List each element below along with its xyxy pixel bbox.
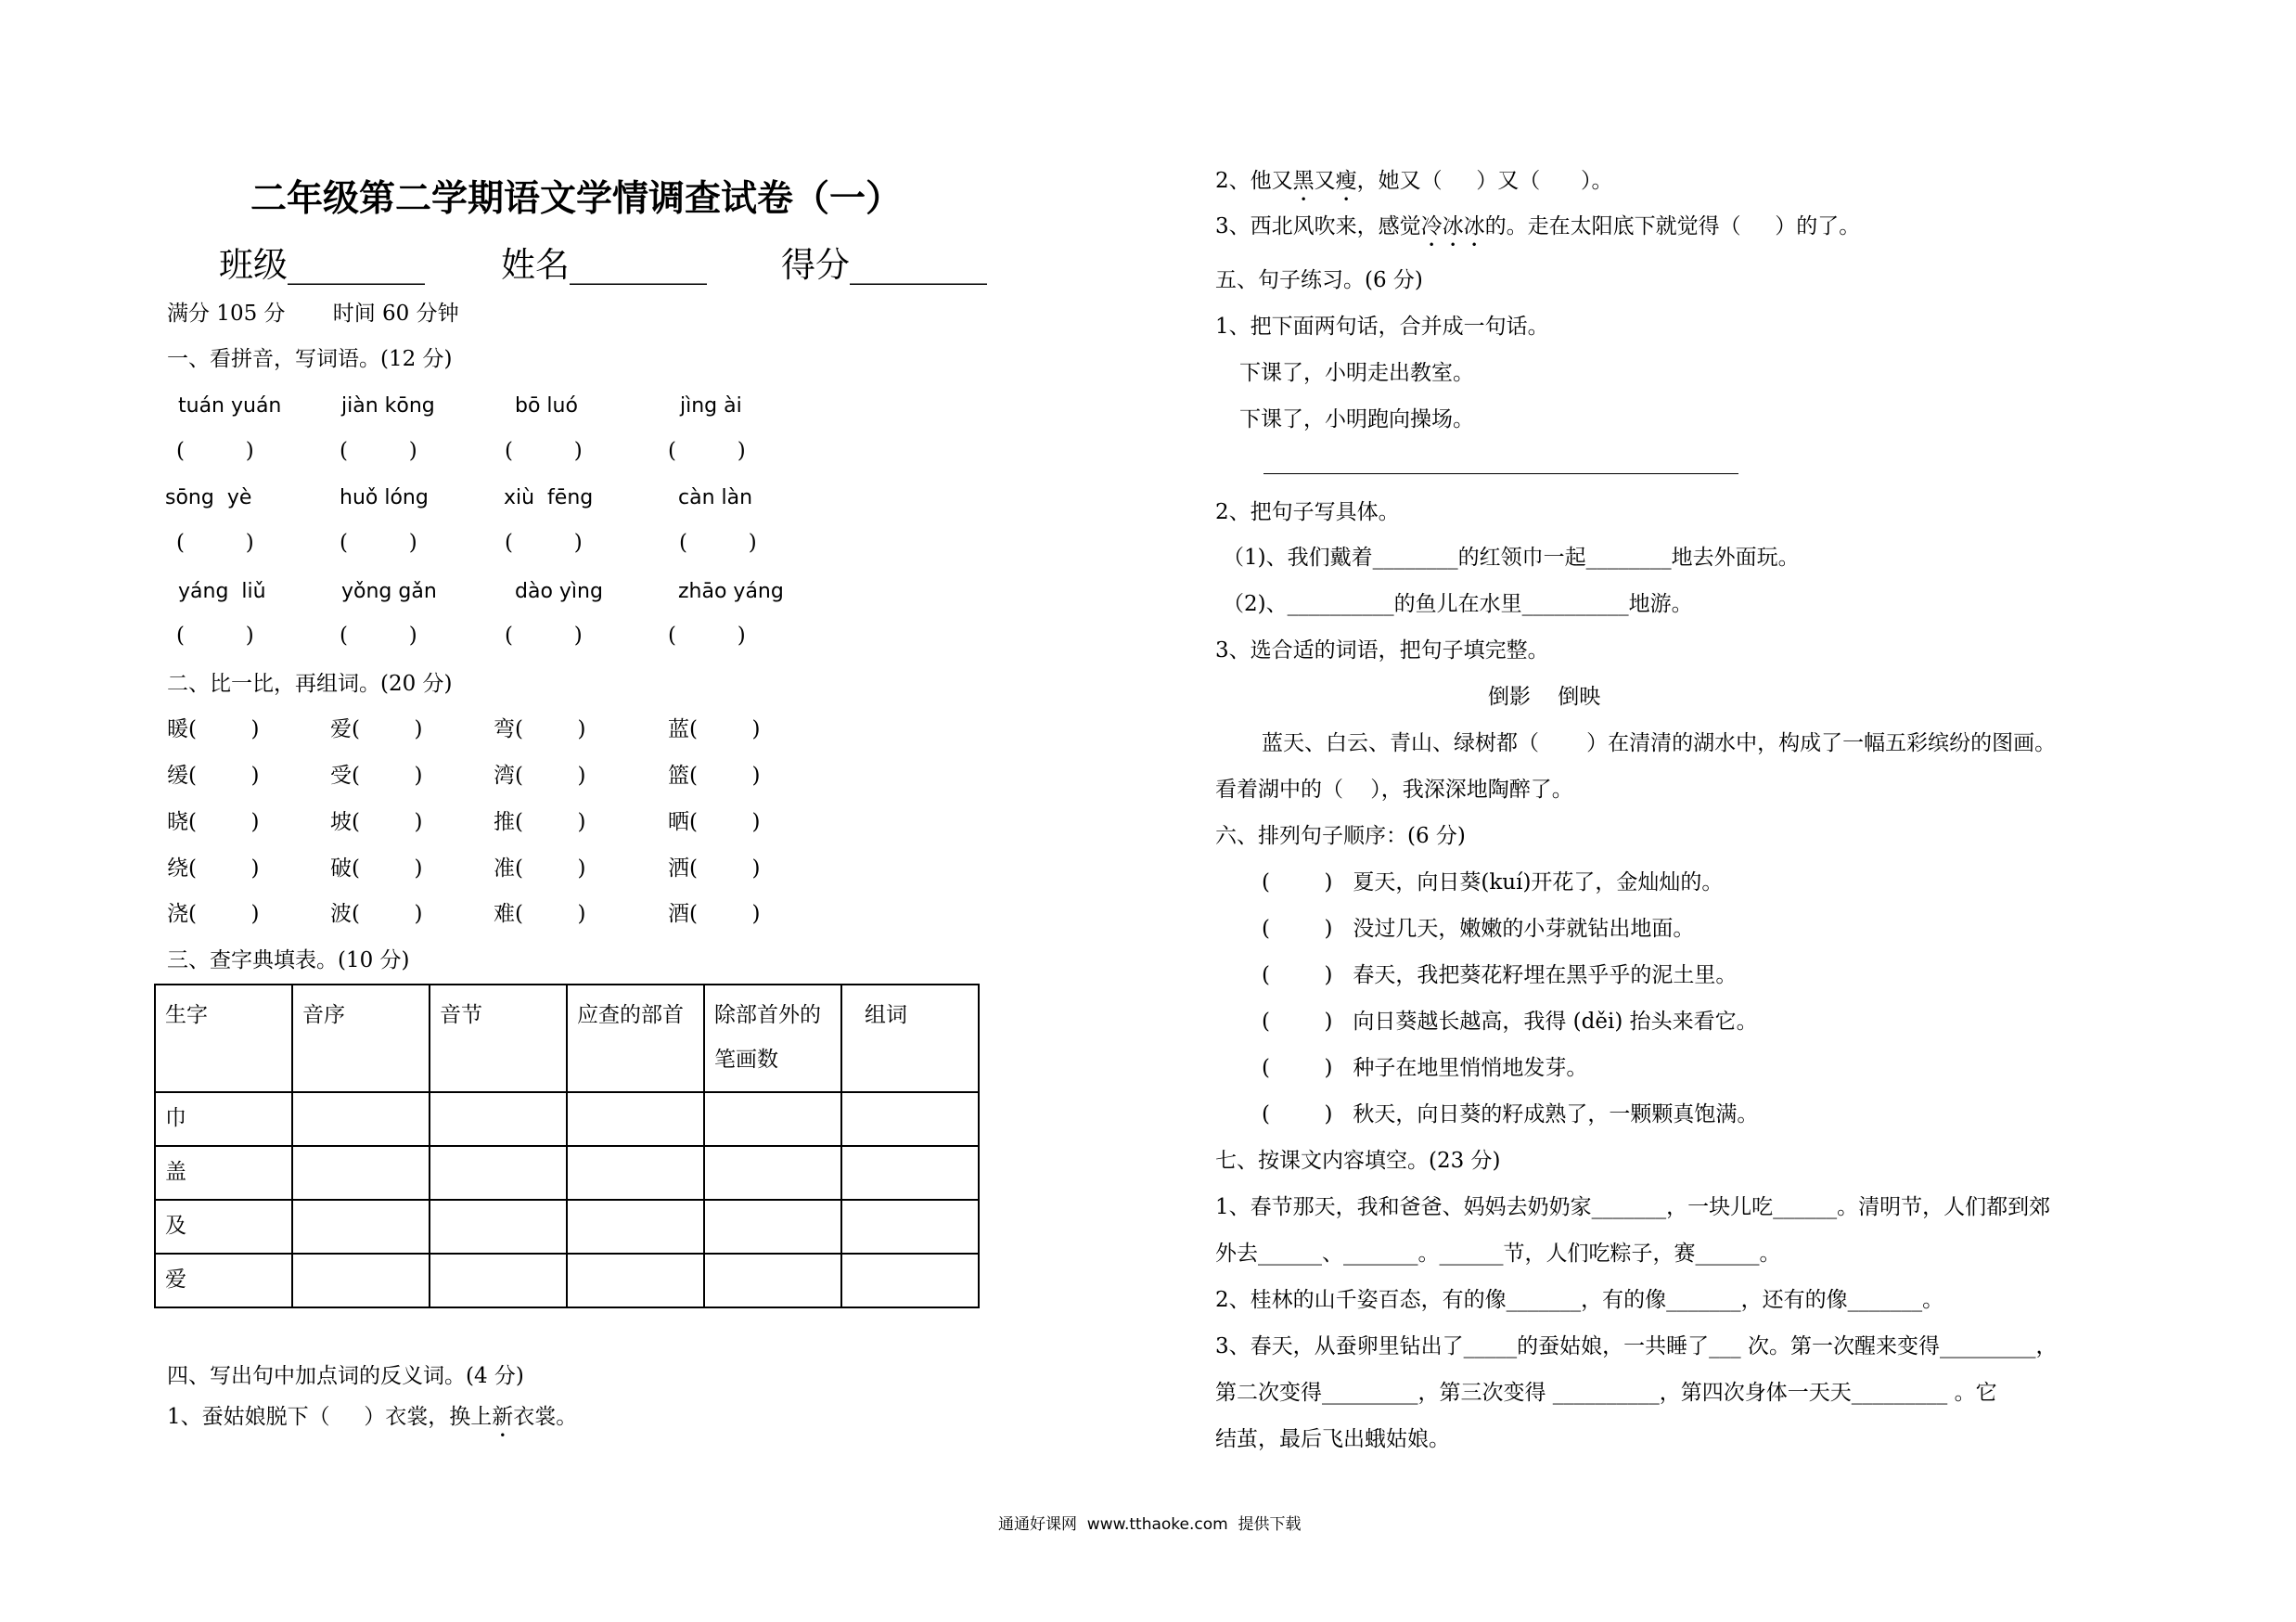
exam-meta: 满分 105 分 时间 60 分钟 [167, 302, 459, 326]
section2-heading: 二、比一比，再组词。(20 分) [167, 672, 453, 696]
sentence-q1b: 下课了，小明跑向操场。 [1239, 407, 1474, 431]
score-field-label: 得分________ [781, 245, 987, 285]
table-cell[interactable] [292, 1200, 430, 1254]
pinyin-item: tuán yuán [178, 394, 282, 418]
table-cell[interactable] [704, 1092, 841, 1146]
table-cell[interactable] [841, 1146, 979, 1200]
answer-blank[interactable]: ( ) [176, 531, 254, 555]
table-cell[interactable] [567, 1092, 704, 1146]
table-header: 组词 [841, 985, 979, 1092]
fill-line[interactable]: 2、桂林的山千姿百态，有的像_______，有的像_______，还有的像_______。 [1215, 1288, 1944, 1312]
page-title: 二年级第二学期语文学情调查试卷（一） [250, 177, 903, 220]
section5-heading: 五、句子练习。(6 分) [1215, 268, 1423, 292]
antonym-question-3[interactable]: 3、西北风吹来，感觉冷冰冰的。走在太阳底下就觉得（ ）的了。 [1215, 214, 1861, 238]
compare-item[interactable]: 浇( ) [167, 902, 260, 926]
pinyin-item: xiù fēng [504, 486, 594, 509]
section1-heading: 一、看拼音，写词语。(12 分) [167, 347, 453, 371]
table-cell-char: 爱 [155, 1254, 292, 1307]
compare-item[interactable]: 晓( ) [167, 810, 260, 834]
table-header: 应查的部首 [567, 985, 704, 1092]
sentence-q3-text[interactable]: 蓝天、白云、青山、绿树都（ ）在清清的湖水中，构成了一幅五彩缤纷的图画。 [1262, 731, 2057, 755]
pinyin-item: zhāo yáng [678, 580, 784, 603]
table-cell[interactable] [292, 1092, 430, 1146]
compare-item[interactable]: 爱( ) [330, 717, 423, 741]
answer-blank[interactable]: ( ) [505, 439, 583, 463]
table-cell[interactable] [430, 1254, 567, 1307]
fill-line[interactable]: 外去______、_______。______节，人们吃粽子，赛______。 [1215, 1242, 1781, 1266]
compare-item[interactable]: 绕( ) [167, 856, 260, 881]
table-header: 生字 [155, 985, 292, 1092]
table-cell[interactable] [704, 1146, 841, 1200]
pinyin-item: huǒ lóng [340, 486, 429, 509]
order-item[interactable]: ( ) 没过几天，嫩嫩的小芽就钻出地面。 [1262, 917, 1695, 941]
fill-line[interactable]: 1、春节那天，我和爸爸、妈妈去奶奶家_______，一块儿吃______。清明节，人们都到郊 [1215, 1195, 2051, 1219]
footer-credit: 通通好课网 www.tthaoke.com 提供下载 [998, 1515, 1302, 1534]
dotted-word: 新 [492, 1405, 514, 1429]
answer-blank[interactable]: ( ) [176, 624, 254, 648]
sentence-q2a[interactable]: （1)、我们戴着________的红领巾一起________地去外面玩。 [1223, 546, 1800, 570]
fill-line[interactable]: 结茧，最后飞出蛾姑娘。 [1215, 1427, 1450, 1451]
pinyin-item: càn làn [678, 486, 753, 509]
compare-item[interactable]: 受( ) [330, 764, 423, 788]
sentence-q1: 1、把下面两句话，合并成一句话。 [1215, 315, 1549, 339]
table-cell[interactable] [567, 1200, 704, 1254]
antonym-question-2[interactable]: 2、他又黑又瘦，她又（ ）又（ ）。 [1215, 169, 1613, 193]
compare-item[interactable]: 坡( ) [330, 810, 423, 834]
compare-item[interactable]: 破( ) [330, 856, 423, 881]
dotted-word: 瘦 [1335, 169, 1357, 193]
table-header: 除部首外的笔画数 [704, 985, 841, 1092]
dictionary-table [154, 984, 980, 1308]
compare-item[interactable]: 弯( ) [494, 717, 586, 741]
table-cell-char: 盖 [155, 1146, 292, 1200]
table-cell[interactable] [704, 1200, 841, 1254]
section6-heading: 六、排列句子顺序：(6 分) [1215, 824, 1466, 848]
table-cell[interactable] [430, 1146, 567, 1200]
table-header: 音序 [292, 985, 430, 1092]
table-cell[interactable] [567, 1254, 704, 1307]
table-cell-char: 及 [155, 1200, 292, 1254]
section4-heading: 四、写出句中加点词的反义词。(4 分) [167, 1364, 524, 1388]
order-item[interactable]: ( ) 夏天，向日葵(kuí)开花了，金灿灿的。 [1262, 870, 1724, 895]
table-header: 音节 [430, 985, 567, 1092]
pinyin-item: jìng ài [680, 394, 742, 418]
order-item[interactable]: ( ) 向日葵越长越高，我得 (děi) 抬头来看它。 [1262, 1010, 1758, 1034]
table-cell[interactable] [704, 1254, 841, 1307]
table-cell[interactable] [841, 1092, 979, 1146]
sentence-q3-text[interactable]: 看着湖中的（ ），我深深地陶醉了。 [1215, 778, 1573, 802]
table-cell[interactable] [567, 1146, 704, 1200]
dotted-word: 黑 [1292, 169, 1315, 193]
answer-blank[interactable]: ( ) [668, 624, 746, 648]
pinyin-item: jiàn kōng [341, 394, 435, 418]
sentence-q3: 3、选合适的词语，把句子填完整。 [1215, 638, 1549, 663]
answer-blank[interactable]: ( ) [176, 439, 254, 463]
compare-item[interactable]: 酒( ) [668, 902, 761, 926]
pinyin-item: yáng liǔ [178, 580, 266, 603]
class-field-label: 班级________ [219, 245, 425, 285]
answer-blank[interactable]: ( ) [679, 531, 757, 555]
compare-item[interactable]: 洒( ) [668, 856, 761, 881]
order-item[interactable]: ( ) 秋天，向日葵的籽成熟了，一颗颗真饱满。 [1262, 1102, 1759, 1126]
sentence-q1a: 下课了，小明走出教室。 [1239, 361, 1474, 385]
name-field-label: 姓名________ [501, 245, 707, 285]
section7-heading: 七、按课文内容填空。(23 分) [1215, 1149, 1501, 1173]
compare-item[interactable]: 暖( ) [167, 717, 260, 741]
table-cell[interactable] [292, 1146, 430, 1200]
order-item[interactable]: ( ) 种子在地里悄悄地发芽。 [1262, 1056, 1588, 1080]
compare-item[interactable]: 准( ) [494, 856, 586, 881]
table-cell[interactable] [430, 1200, 567, 1254]
pinyin-item: bō luó [515, 394, 578, 418]
table-cell[interactable] [292, 1254, 430, 1307]
sentence-q2: 2、把句子写具体。 [1215, 500, 1400, 524]
answer-blank[interactable]: ( ) [505, 531, 583, 555]
dotted-word: 冷冰冰 [1420, 214, 1485, 238]
compare-item[interactable]: 湾( ) [494, 764, 586, 788]
compare-item[interactable]: 波( ) [330, 902, 423, 926]
fill-line[interactable]: 第二次变得_________，第三次变得 __________，第四次身体一天天_________ 。它 [1215, 1381, 1997, 1405]
answer-blank[interactable]: ( ) [668, 439, 746, 463]
section3-heading: 三、查字典填表。(10 分) [167, 948, 410, 972]
pinyin-item: yǒng gǎn [341, 580, 437, 603]
compare-item[interactable]: 晒( ) [668, 810, 761, 834]
answer-blank[interactable]: ( ) [340, 624, 417, 648]
table-cell-char: 巾 [155, 1092, 292, 1146]
table-cell[interactable] [841, 1200, 979, 1254]
answer-blank[interactable]: ( ) [340, 531, 417, 555]
pinyin-item: sōng yè [165, 486, 252, 509]
order-item[interactable]: ( ) 春天，我把葵花籽埋在黑乎乎的泥土里。 [1262, 963, 1738, 987]
answer-line[interactable] [1263, 473, 1738, 474]
answer-blank[interactable]: ( ) [340, 439, 417, 463]
answer-blank[interactable]: ( ) [505, 624, 583, 648]
compare-item[interactable]: 推( ) [494, 810, 586, 834]
compare-item[interactable]: 蓝( ) [668, 717, 761, 741]
table-cell[interactable] [430, 1092, 567, 1146]
compare-item[interactable]: 难( ) [494, 902, 586, 926]
sentence-q2b[interactable]: （2)、__________的鱼儿在水里__________地游。 [1223, 592, 1693, 616]
fill-line[interactable]: 3、春天，从蚕卵里钻出了_____的蚕姑娘，一共睡了___ 次。第一次醒来变得_________， [1215, 1334, 2058, 1358]
word-choices: 倒影 倒映 [1488, 685, 1601, 709]
table-cell[interactable] [841, 1254, 979, 1307]
compare-item[interactable]: 缓( ) [167, 764, 260, 788]
compare-item[interactable]: 篮( ) [668, 764, 761, 788]
antonym-question-1[interactable]: 1、蚕姑娘脱下（ ）衣裳，换上新衣裳。 [167, 1405, 578, 1429]
pinyin-item: dào yìng [515, 580, 603, 603]
